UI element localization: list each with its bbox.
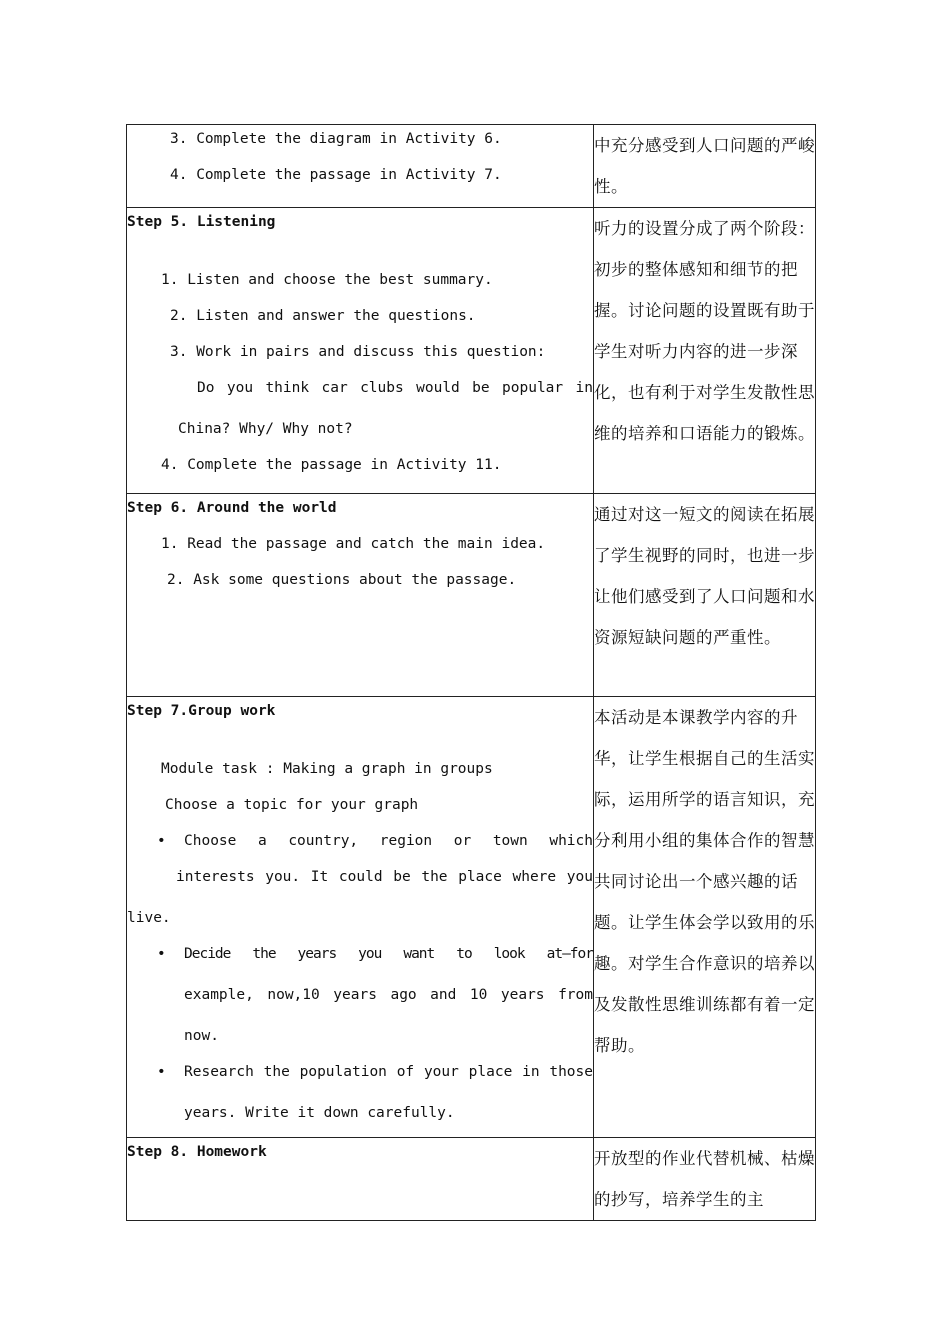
- procedure-cell: [127, 208, 594, 494]
- procedure-line: 1. Read the passage and catch the main idea.: [161, 536, 546, 552]
- step-title: Step 6. Around the world: [127, 500, 337, 516]
- procedure-cell: [127, 1138, 594, 1221]
- rationale-cell: 本活动是本课教学内容的升华，让学生根据自己的生活实际，运用所学的语言知识，充分利用小组的集体合作的智慧共同讨论出一个感兴趣的话题。让学生体会学以致用的乐趣。对学生合作意识的培养以及发散性思维训练都有着一定帮助。: [594, 697, 816, 1138]
- procedure-line: 1. Listen and choose the best summary.: [161, 272, 493, 288]
- procedure-line: Choose a topic for your graph: [165, 797, 419, 813]
- lesson-plan-table: [126, 124, 816, 1221]
- procedure-line: example, now,10 years ago and 10 years from: [184, 987, 593, 1003]
- procedure-line: interests you. It could be the place where you: [176, 869, 593, 885]
- module-task-line: Module task : Making a graph in groups: [161, 761, 493, 777]
- procedure-line: now.: [184, 1028, 219, 1044]
- bullet-item: • Research the population of your place in those: [127, 1058, 593, 1099]
- procedure-cell: [127, 697, 594, 1138]
- bullet-item: • Choose a country, region or town which: [127, 827, 593, 863]
- step-title: Step 7.Group work: [127, 703, 276, 719]
- procedure-line: 2. Listen and answer the questions.: [170, 308, 476, 324]
- step-title: Step 5. Listening: [127, 214, 276, 230]
- rationale-cell: 中充分感受到人口问题的严峻性。: [594, 125, 816, 208]
- rationale-cell: 开放型的作业代替机械、枯燥的抄写，培养学生的主: [594, 1138, 816, 1221]
- procedure-line: Do you think car clubs would be popular in: [197, 380, 593, 396]
- procedure-line: 4. Complete the passage in Activity 7.: [170, 167, 502, 183]
- procedure-line: 3. Complete the diagram in Activity 6.: [170, 131, 502, 147]
- table-row: [127, 125, 816, 208]
- procedure-line: 2. Ask some questions about the passage.: [167, 572, 517, 588]
- procedure-line: China? Why/ Why not?: [178, 421, 353, 437]
- table-row: [127, 697, 816, 1138]
- procedure-line: years. Write it down carefully.: [184, 1105, 455, 1121]
- spacer: [127, 725, 593, 755]
- procedure-line: 4. Complete the passage in Activity 11.: [161, 457, 502, 473]
- bullet-item: • Decide the years you want to look at—for: [127, 940, 593, 981]
- spacer: [127, 236, 593, 266]
- step-title: Step 8. Homework: [127, 1144, 267, 1160]
- rationale-cell: 通过对这一短文的阅读在拓展了学生视野的同时，也进一步让他们感受到了人口问题和水资源短缺问题的严重性。: [594, 494, 816, 697]
- procedure-cell: [127, 125, 594, 208]
- procedure-line: live.: [127, 910, 171, 926]
- table-row: [127, 494, 816, 697]
- procedure-cell: [127, 494, 594, 697]
- procedure-line: 3. Work in pairs and discuss this question:: [170, 344, 546, 360]
- table-row: [127, 208, 816, 494]
- table-row: [127, 1138, 816, 1221]
- rationale-cell: 听力的设置分成了两个阶段：初步的整体感知和细节的把握。讨论问题的设置既有助于学生对听力内容的进一步深化，也有利于对学生发散性思维的培养和口语能力的锻炼。: [594, 208, 816, 494]
